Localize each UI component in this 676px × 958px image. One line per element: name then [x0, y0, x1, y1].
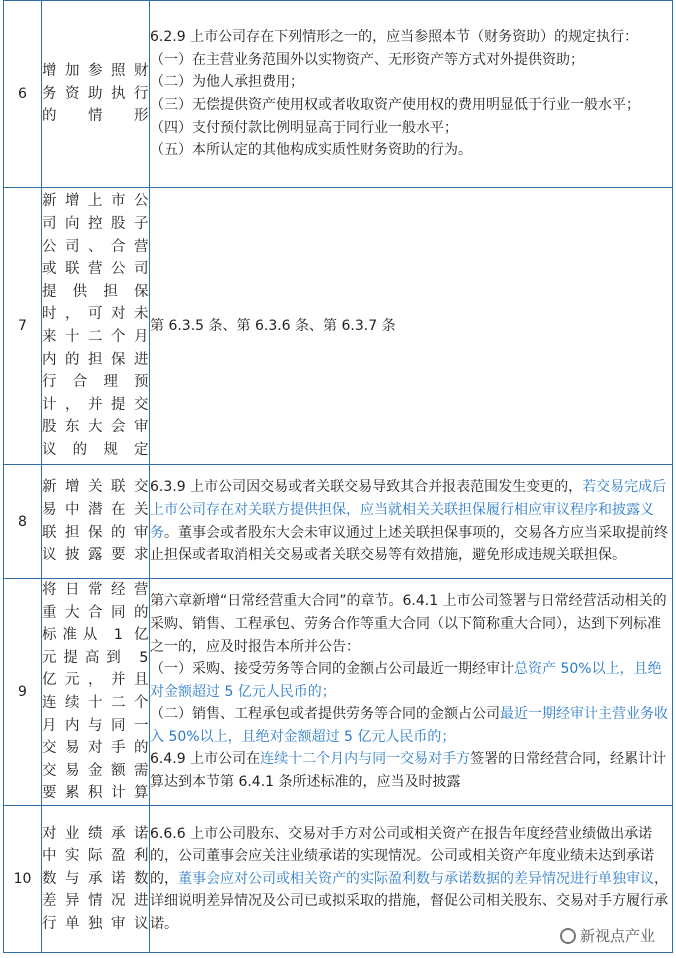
change-topic [42, 806, 150, 953]
topic-line: 亿元，并且 [42, 672, 149, 689]
row-number: 7 [4, 188, 42, 465]
rule-content [150, 465, 673, 579]
topic-line: 数与承诺数 [42, 870, 149, 887]
watermark-text: 新视点产业 [579, 927, 655, 945]
change-topic [42, 188, 150, 465]
topic-line: 议披露要求 [42, 547, 149, 564]
change-topic [42, 1, 150, 188]
change-topic [42, 465, 150, 579]
topic-line: 交易金额需 [42, 762, 149, 779]
topic-line: 公司、合营 [42, 238, 149, 255]
rule-text: 6.4.9 上市公司在 [150, 751, 261, 768]
rule-paragraph [150, 26, 672, 49]
rule-paragraph [150, 748, 672, 793]
topic-line: 司向控股子 [42, 216, 149, 233]
topic-line: 连续十二个 [42, 695, 149, 711]
highlighted-text: 连续十二个月内与同一交易对手方 [260, 751, 471, 768]
row-number: 10 [4, 806, 42, 953]
rule-text: （一）采购、接受劳务等合同的金额占公司最近一期经审计 [150, 661, 514, 678]
topic-line: 议的规定 [42, 441, 149, 458]
highlighted-text: 最近一期经审计主营业务收入 50%以上，且绝对金额超过 5 亿元人民币的； [150, 706, 668, 745]
watermark [557, 925, 658, 946]
rule-paragraph [150, 703, 672, 748]
rule-text: （二）销售、工程承包或者提供劳务等合同的金额占公司 [150, 706, 500, 723]
rule-paragraph [150, 49, 672, 72]
table-row [4, 579, 673, 806]
topic-line: 要累积计算 [42, 785, 149, 802]
topic-line: 新增关联交 [42, 479, 149, 496]
topic-line: 来十二个月 [42, 329, 149, 345]
wechat-logo-icon [560, 928, 576, 944]
topic-line: 中实际盈利 [42, 848, 149, 865]
rule-paragraph [150, 94, 672, 117]
rule-text: ，详细说明差异情况及公司已或拟采取的措施，督促公司相关股东、交易对手方履行承诺。 [150, 870, 668, 932]
table-row [4, 188, 673, 465]
table-row [4, 1, 673, 188]
row-number: 6 [4, 1, 42, 188]
rule-paragraph [150, 315, 672, 338]
change-topic [42, 579, 150, 806]
row-number: 9 [4, 579, 42, 806]
topic-line: 联担保的审 [42, 524, 149, 541]
rule-content [150, 188, 673, 465]
topic-line: 行合理预 [42, 374, 149, 391]
table-row [4, 465, 673, 579]
topic-line: 股东大会审 [42, 419, 149, 436]
topic-line: 元提高到 5 [42, 649, 149, 666]
topic-line: 增加参照财 [42, 63, 149, 80]
rule-paragraph [150, 71, 672, 94]
rule-text: 签署的日常经营合同，经累计计算达到本节第 6.4.1 条所述标准的，应当及时披露 [150, 751, 667, 791]
topic-line: 月内与同一 [42, 717, 149, 734]
rules-table [3, 0, 673, 953]
topic-line: 或联营公司 [42, 261, 149, 278]
rule-paragraph [150, 590, 672, 658]
topic-line: 的 情 形 [42, 108, 149, 125]
topic-line: 务资助执行 [42, 85, 149, 102]
rule-text: 6.6.6 上市公司股东、交易对手方对公司或相关资产在报告年度经营业绩做出承诺的，公司董事会应关注业绩承诺的实现情况。公司或相关资产年度业绩未达到承诺的， [150, 825, 654, 887]
rule-paragraph [150, 117, 672, 140]
topic-line: 提供担保 [42, 283, 149, 300]
rule-paragraph [150, 476, 672, 566]
row-number: 8 [4, 465, 42, 579]
topic-line: 计，并提交 [42, 396, 149, 413]
rule-paragraph [150, 139, 672, 162]
topic-line: 差异情况进 [42, 893, 149, 910]
rule-paragraph [150, 658, 672, 703]
topic-line: 时，可对未 [42, 306, 149, 323]
rule-text: （二）为他人承担费用； [150, 74, 304, 91]
topic-line: 新增上市公 [42, 193, 149, 210]
topic-line: 易中潜在关 [42, 501, 149, 518]
highlighted-text: 董事会应对公司或相关资产的实际盈利数与承诺数据的差异情况进行单独审议 [178, 870, 654, 887]
rule-text: 6.2.9 上市公司存在下列情形之一的，应当参照本节（财务资助）的规定执行： [150, 29, 639, 46]
topic-line: 将日常经营 [42, 582, 149, 599]
rule-text: （四）支付预付款比例明显高于同行业一般水平； [150, 119, 458, 136]
rule-text: （一）在主营业务范围外以实物资产、无形资产等方式对外提供资助； [150, 51, 584, 68]
rule-text: （五）本所认定的其他构成实质性财务资助的行为。 [150, 142, 472, 159]
rule-text: 。董事会或者股东大会未审议通过上述关联担保事项的，交易各方应当采取提前终止担保或者取消相关交易或者关联交易等有效措施，避免形成违规关联担保。 [150, 524, 668, 564]
rule-content [150, 1, 673, 188]
rule-paragraph [150, 823, 672, 936]
highlighted-text: 总资产 50%以上，且绝对金额超过 5 亿元人民币的； [150, 661, 662, 700]
topic-line: 对业绩承诺 [42, 825, 149, 842]
rule-text: 第六章新增“日常经营重大合同”的章节。6.4.1 上市公司签署与日常经营活动相关的采购、销售、工程承包、劳务合作等重大合同（以下简称重大合同），达到下列标准之一的，应及时报告本所并公告： [150, 593, 667, 655]
topic-line: 交易对手的 [42, 740, 149, 757]
topic-line: 行单独审议 [42, 915, 149, 932]
topic-line: 内的担保进 [42, 351, 149, 368]
rule-text: 第 6.3.5 条、第 6.3.6 条、第 6.3.7 条 [150, 317, 396, 334]
topic-line: 重大合同的 [42, 604, 149, 621]
topic-line: 标准从 1 亿 [42, 627, 149, 644]
rule-content [150, 579, 673, 806]
highlighted-text: 若交易完成后上市公司存在对关联方提供担保，应当就相关关联担保履行相应审议程序和披露义务 [150, 479, 667, 541]
rule-text: （三）无偿提供资产使用权或者收取资产使用权的费用明显低于行业一般水平； [150, 97, 640, 113]
rule-text: 6.3.9 上市公司因交易或者关联交易导致其合并报表范围发生变更的， [150, 479, 583, 496]
